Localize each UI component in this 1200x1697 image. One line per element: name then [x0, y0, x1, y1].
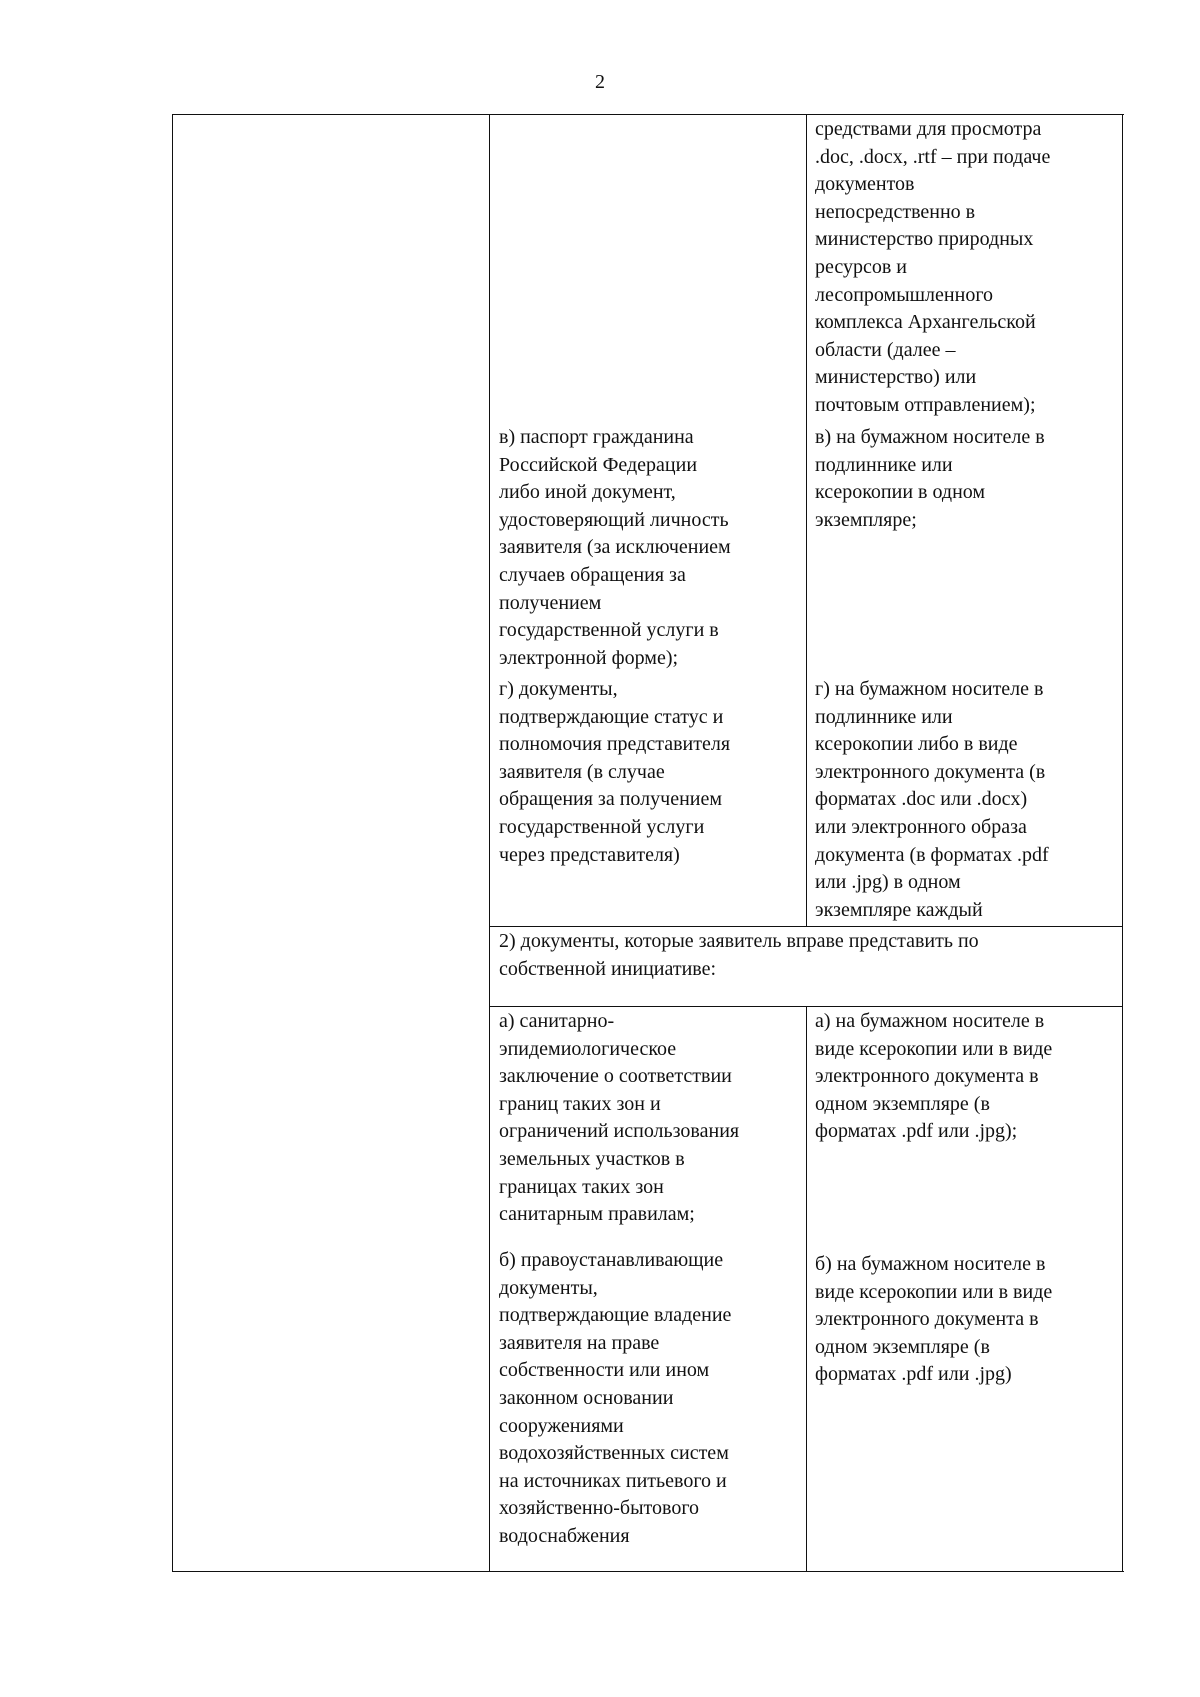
- row-divider-lower: [489, 1006, 1123, 1007]
- column-divider-1: [489, 114, 490, 1571]
- table-cell: [815, 1008, 1115, 1146]
- table-cell: [499, 1008, 799, 1229]
- table-cell: [499, 1247, 799, 1551]
- table-cell: [499, 424, 799, 672]
- document-item-b: б) правоустанавливающие документы, подтверждающие владение заявителя на праве собственности или ином законном основании сооружениями водохозяйственных систем на источниках питьевого и хозяйственно-бытового водоснабжения: [499, 1249, 732, 1547]
- form-description-a: а) на бумажном носителе в виде ксерокопии или в виде электронного документа в одном экземпляре (в форматах .pdf или .jpg);: [815, 1010, 1053, 1143]
- table-right-border: [1122, 114, 1123, 1571]
- form-description-continued: средствами для просмотра .doc, .docx, .rtf – при подаче документов непосредственно в министерство природных ресурсов и лесопромышленного комплекса Архангельской области (далее – министерство) или почтовым отправлением);: [815, 118, 1051, 416]
- table-cell: [815, 424, 1115, 534]
- table-cell: [815, 676, 1115, 924]
- document-item-a: а) санитарно- эпидемиологическое заключение о соответствии границ таких зон и ограничений использования земельных участков в границах таких зон санитарным правилам;: [499, 1010, 740, 1226]
- table-bottom-border: [172, 1571, 1124, 1572]
- row-divider-upper: [489, 926, 1123, 927]
- table-cell: [815, 116, 1115, 420]
- section-heading: 2) документы, которые заявитель вправе представить по собственной инициативе:: [499, 930, 979, 980]
- table-cell: [815, 1251, 1115, 1389]
- page-number: 2: [595, 71, 605, 93]
- table-cell: [499, 928, 1119, 983]
- column-divider-2-lower: [806, 1006, 807, 1571]
- form-description-g: г) на бумажном носителе в подлиннике или ксерокопии либо в виде электронного документа (в форматах .doc или .docx) или электронного образа документа (в форматах .pdf или .jpg) в одном экземпляре каждый: [815, 678, 1049, 921]
- form-description-v: в) на бумажном носителе в подлиннике или ксерокопии в одном экземпляре;: [815, 426, 1045, 531]
- table-left-border: [172, 114, 173, 1571]
- table-top-border: [172, 114, 1124, 115]
- column-divider-2-upper: [806, 114, 807, 926]
- form-description-b: б) на бумажном носителе в виде ксерокопии или в виде электронного документа в одном экземпляре (в форматах .pdf или .jpg): [815, 1253, 1053, 1386]
- document-item-g: г) документы, подтверждающие статус и полномочия представителя заявителя (в случае обращения за получением государственной услуги через представителя): [499, 678, 731, 866]
- table-cell: [499, 676, 799, 869]
- document-item-v: в) паспорт гражданина Российской Федерации либо иной документ, удостоверяющий личность заявителя (за исключением случаев обращения за получением государственной услуги в электронной форме);: [499, 426, 731, 669]
